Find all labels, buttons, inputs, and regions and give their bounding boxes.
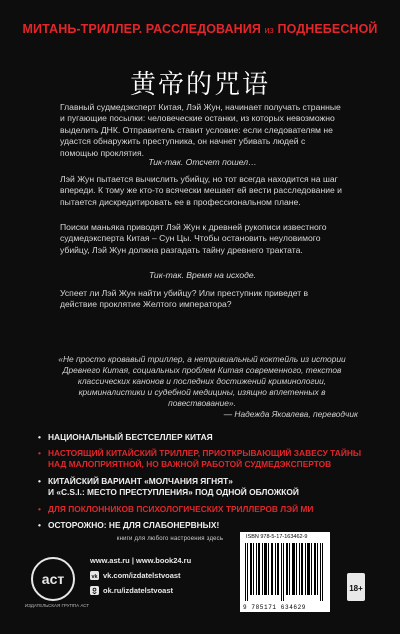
ok-link-text: ok.ru/izdatelstvoast	[103, 586, 174, 595]
series-part1: МИТАНЬ-ТРИЛЛЕР. РАССЛЕДОВАНИЯ	[22, 22, 261, 36]
logo-caption: ИЗДАТЕЛЬСКАЯ ГРУППА АСТ	[24, 603, 90, 608]
bullet-line: НАЦИОНАЛЬНЫЙ БЕСТСЕЛЛЕР КИТАЯ	[48, 432, 213, 442]
blurb-paragraph-3: Поиски маньяка приводят Лэй Жун к древней рукописи известного судмедэксперта Китая – Сун Цы. Чтобы остановить неуловимого убийцу, Лэй Жун должна разгадать тайну древнего трактата.	[60, 222, 327, 255]
bullet-item: • НАСТОЯЩИЙ КИТАЙСКИЙ ТРИЛЛЕР, ПРИОТКРЫВАЮЩИЙ ЗАВЕСУ ТАЙНЫ НАД МАЛОПРИЯТНОЙ, НО ВАЖНОЙ РАБОТОЙ СУДМЕДЭКСПЕРТОВ	[38, 448, 362, 469]
barcode-bars-icon	[245, 543, 325, 601]
chinese-title: 黄帝的咒语	[129, 70, 270, 100]
bullet-line: ОСТОРОЖНО: НЕ ДЛЯ СЛАБОНЕРВНЫХ!	[48, 520, 220, 530]
series-part3: ПОДНЕБЕСНОЙ	[277, 22, 378, 36]
barcode-number: 9 785171 634629	[243, 604, 307, 611]
isbn-text: ISBN 978-5-17-163462-9	[246, 534, 308, 540]
ast-logo-icon	[30, 556, 76, 602]
vk-icon	[90, 571, 99, 580]
svg-text:vk: vk	[91, 573, 98, 580]
series-part2: из	[264, 25, 274, 35]
age-rating-icon	[346, 572, 366, 602]
ok-icon	[90, 586, 99, 595]
publisher-tagline: книги для любого настроения здесь	[116, 536, 224, 542]
blurb-italic-1: Тик-так. Отсчет пошел…	[148, 157, 257, 167]
bullet-item: • КИТАЙСКИЙ ВАРИАНТ «МОЛЧАНИЯ ЯГНЯТ» И «C.S.I.: МЕСТО ПРЕСТУПЛЕНИЯ» ПОД ОДНОЙ ОБЛОЖКОЙ	[38, 476, 299, 497]
ok-link[interactable]	[90, 583, 191, 598]
review-quote	[46, 354, 358, 420]
bullet-line: КИТАЙСКИЙ ВАРИАНТ «МОЛЧАНИЯ ЯГНЯТ»	[48, 476, 233, 486]
bullet-line: НАСТОЯЩИЙ КИТАЙСКИЙ ТРИЛЛЕР, ПРИОТКРЫВАЮЩИЙ ЗАВЕСУ ТАЙНЫ	[48, 448, 362, 458]
vk-link[interactable]	[90, 568, 191, 583]
age-rating-text: 18+	[349, 584, 363, 593]
publisher-links	[90, 553, 191, 598]
blurb-paragraph-2: Лэй Жун пытается вычислить убийцу, но тот всегда находится на шаг впереди. К тому же кто-то всячески мешает ей вести расследование и пытается дискредитировать ее в профессиональном плане.	[60, 174, 342, 207]
bullet-line: И «C.S.I.: МЕСТО ПРЕСТУПЛЕНИЯ» ПОД ОДНОЙ ОБЛОЖКОЙ	[48, 486, 299, 497]
barcode	[240, 532, 330, 612]
bullet-line: НАД МАЛОПРИЯТНОЙ, НО ВАЖНОЙ РАБОТОЙ СУДМЕДЭКСПЕРТОВ	[48, 458, 332, 469]
blurb-paragraph-1: Главный судмедэксперт Китая, Лэй Жун, начинает получать странные и пугающие посылки: человеческие останки, из которых невозможно выделить ДНК. Отправитель ставит условие: если следователям не удастся обнаружить преступника, он начнет убивать людей с помощью проклятия.	[60, 102, 341, 158]
bullet-line: ДЛЯ ПОКЛОННИКОВ ПСИХОЛОГИЧЕСКИХ ТРИЛЛЕРОВ ЛЭЙ МИ	[48, 504, 314, 514]
series-title	[0, 22, 400, 36]
blurb-italic-2: Тик-так. Время на исходе.	[148, 270, 257, 280]
bullet-item: • ДЛЯ ПОКЛОННИКОВ ПСИХОЛОГИЧЕСКИХ ТРИЛЛЕРОВ ЛЭЙ МИ	[38, 504, 314, 514]
quote-text: «Не просто кровавый триллер, а нетривиальный коктейль из истории Древнего Китая, социальных проблем Китая современного, текстов классических канонов и последних достижений криминологии, криминалистики и судебной медицины, изящно вплетенных в повествование».	[58, 354, 346, 408]
bullet-item: • НАЦИОНАЛЬНЫЙ БЕСТСЕЛЛЕР КИТАЯ	[38, 432, 213, 442]
web-link-text: www.ast.ru | www.book24.ru	[90, 556, 192, 565]
vk-link-text: vk.com/izdatelstvoast	[103, 571, 181, 580]
logo-text: аст	[41, 571, 65, 587]
bullet-item: • ОСТОРОЖНО: НЕ ДЛЯ СЛАБОНЕРВНЫХ!	[38, 520, 220, 530]
blurb-paragraph-4: Успеет ли Лэй Жун найти убийцу? Или преступник приведет в действие проклятие Желтого императора?	[60, 288, 309, 310]
web-link[interactable]	[90, 553, 191, 568]
quote-author: — Надежда Яковлева, переводчик	[223, 409, 358, 419]
